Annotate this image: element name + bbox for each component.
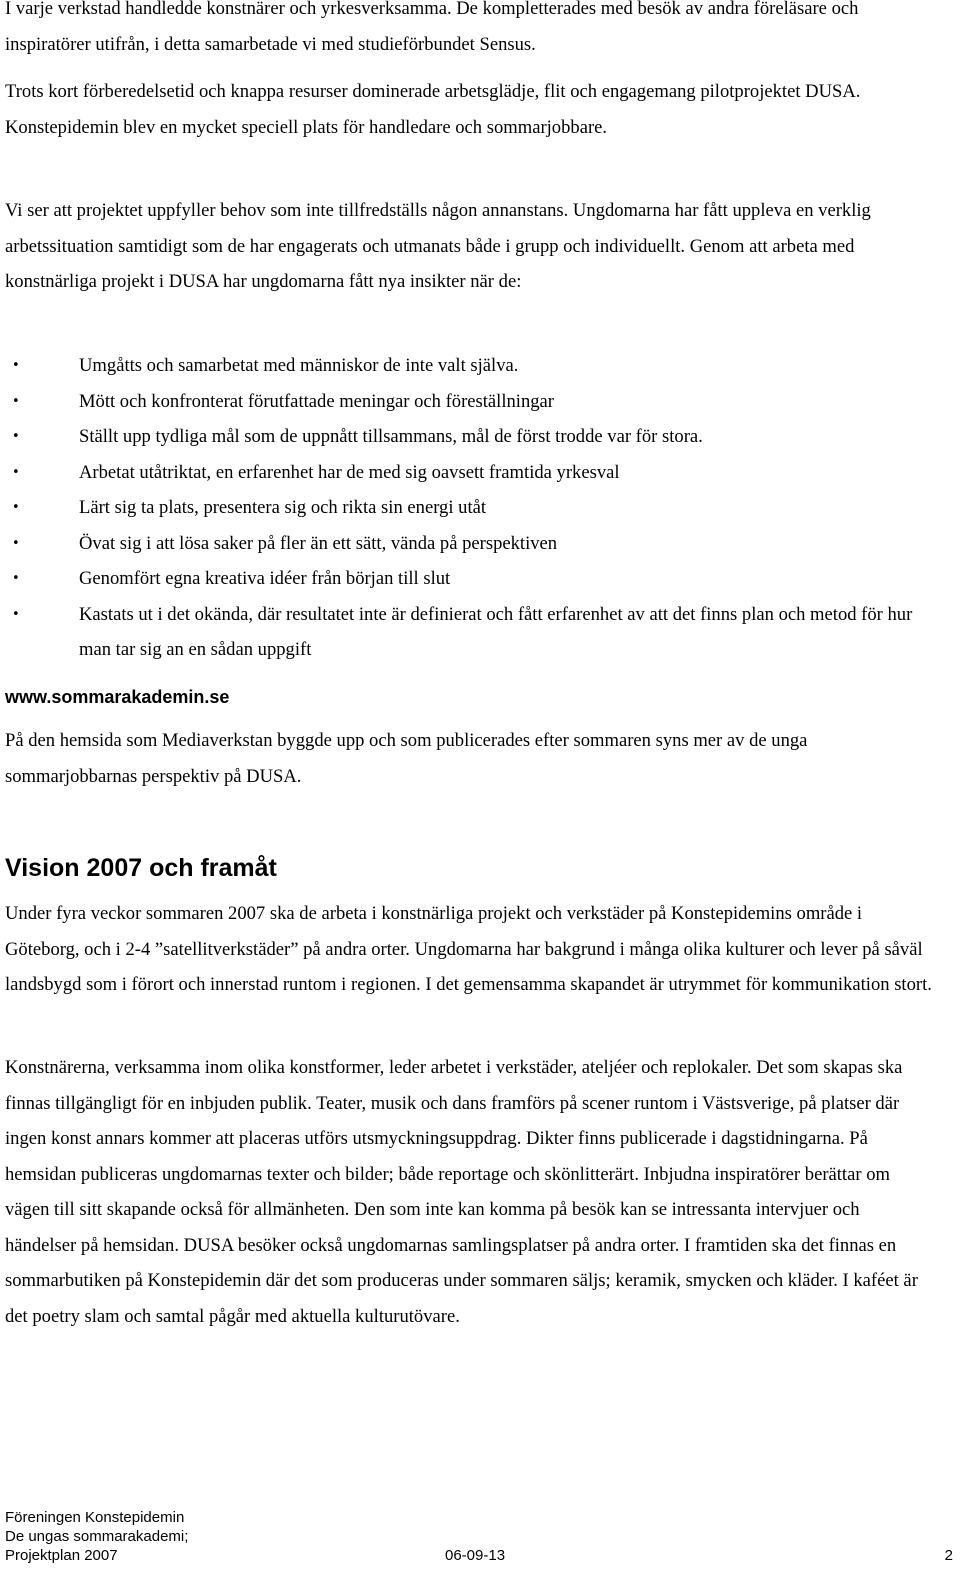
list-item: [5, 384, 929, 420]
website-link-heading: www.sommarakademin.se: [5, 687, 230, 707]
list-item: [5, 526, 929, 562]
list-item: [5, 348, 929, 384]
footer-last-row: [5, 1546, 953, 1565]
bullet-icon: •: [12, 429, 20, 444]
bullet-icon: •: [12, 535, 20, 551]
footer-doc: Projektplan 2007: [5, 1547, 118, 1564]
list-item: [5, 490, 929, 526]
paragraph-needs: Vi ser att projektet uppfyller behov som inte tillfredställs någon annanstans. Ungdomarna har fått uppleva en verklig arbetssituation samtidigt som de har engagerats och utmanats både i grupp och individuellt. Genom att arbeta med konstnärliga projekt i DUSA har ungdomarna fått nya insikter när de:: [5, 200, 871, 292]
list-item-text: Övat sig i att lösa saker på fler än ett sätt, vända på perspektiven: [79, 532, 558, 554]
list-item-text: Arbetat utåtriktat, en erfarenhet har de med sig oavsett framtida yrkesval: [79, 461, 620, 483]
footer-project: De ungas sommarakademi;: [5, 1528, 189, 1545]
list-item-text: Umgåtts och samarbetat med människor de inte valt själva.: [79, 355, 519, 376]
paragraph-intro-continued: I varje verkstad handledde konstnärer och yrkesverksamma. De kompletterades med besök av andra föreläsare och inspiratörer utifrån, i detta samarbetade vi med studieförbundet Sensus.: [5, 0, 859, 55]
paragraph-vision-1: Under fyra veckor sommaren 2007 ska de arbeta i konstnärliga projekt och verkstäder på Konstepidemins område i Göteborg, och i 2-4 ”satellitverkstäder” på andra orter. Ungdomarna har bakgrund i många olika kulturer och lever på såväl landsbygd som i förort och innerstad runtom i regionen. I det gemensamma skapandet är utrymmet för kommunikation stort.: [5, 903, 932, 995]
list-item-text: Kastats ut i det okända, där resultatet inte är definierat och fått erfarenhet av att det finns plan och metod för hur man tar sig an en sådan uppgift: [79, 603, 913, 660]
bullet-icon: •: [12, 606, 20, 622]
list-item: [5, 561, 929, 597]
bullet-icon: •: [12, 358, 20, 373]
list-item-text: Genomfört egna kreativa idéer från början till slut: [79, 568, 451, 589]
footer-org: Föreningen Konstepidemin: [5, 1509, 185, 1526]
footer-date: 06-09-13: [445, 1547, 506, 1564]
bullet-icon: •: [12, 393, 20, 409]
section-heading-vision: Vision 2007 och framåt: [5, 854, 277, 882]
paragraph-engagement: Trots kort förberedelsetid och knappa resurser dominerade arbetsglädje, flit och engagemang pilotprojektet DUSA. Konstepidemin blev en mycket speciell plats för handledare och sommarjobbare.: [5, 81, 861, 138]
list-item: [5, 455, 929, 491]
list-item: [5, 597, 929, 668]
paragraph-website: På den hemsida som Mediaverkstan byggde upp och som publicerades efter sommaren syns mer av de unga sommarjobbarnas perspektiv på DUSA.: [5, 730, 808, 787]
list-item-text: Ställt upp tydliga mål som de uppnått tillsammans, mål de först trodde var för stora.: [79, 426, 703, 447]
bullet-icon: •: [12, 500, 20, 515]
list-item: [5, 419, 929, 455]
paragraph-vision-2: Konstnärerna, verksamma inom olika konstformer, leder arbetet i verkstäder, ateljéer och replokaler. Det som skapas ska finnas tillgängligt för en inbjuden publik. Teater, musik och dans framförs på scener runtom i Västsverige, på platser där ingen konst annars kommer att placeras utförs utsmyckningsuppdrag. Dikter finns publicerade i dagstidningarna. På hemsidan publiceras ungdomarnas texter och bilder; både reportage och skönlitterärt. Inbjudna inspiratörer berättar om vägen till sitt skapande också för allmänheten. Den som inte kan komma på besök kan se intressanta intervjuer och händelser på hemsidan. DUSA besöker också ungdomarnas samlingsplatser på andra orter. I framtiden ska det finnas en sommarbutiken på Konstepidemin där det som produceras under sommaren säljs; keramik, smycken och kläder. I kaféet är det poetry slam och samtal pågår med aktuella kulturutövare.: [5, 1057, 918, 1327]
list-item-text: Lärt sig ta plats, presentera sig och rikta sin energi utåt: [79, 497, 487, 518]
page-footer: [5, 1508, 953, 1565]
insights-bullet-list: [5, 348, 929, 668]
bullet-icon: •: [12, 464, 20, 480]
list-item-text: Mött och konfronterat förutfattade meningar och föreställningar: [79, 390, 555, 412]
bullet-icon: •: [12, 571, 20, 586]
page-number: 2: [944, 1547, 953, 1564]
